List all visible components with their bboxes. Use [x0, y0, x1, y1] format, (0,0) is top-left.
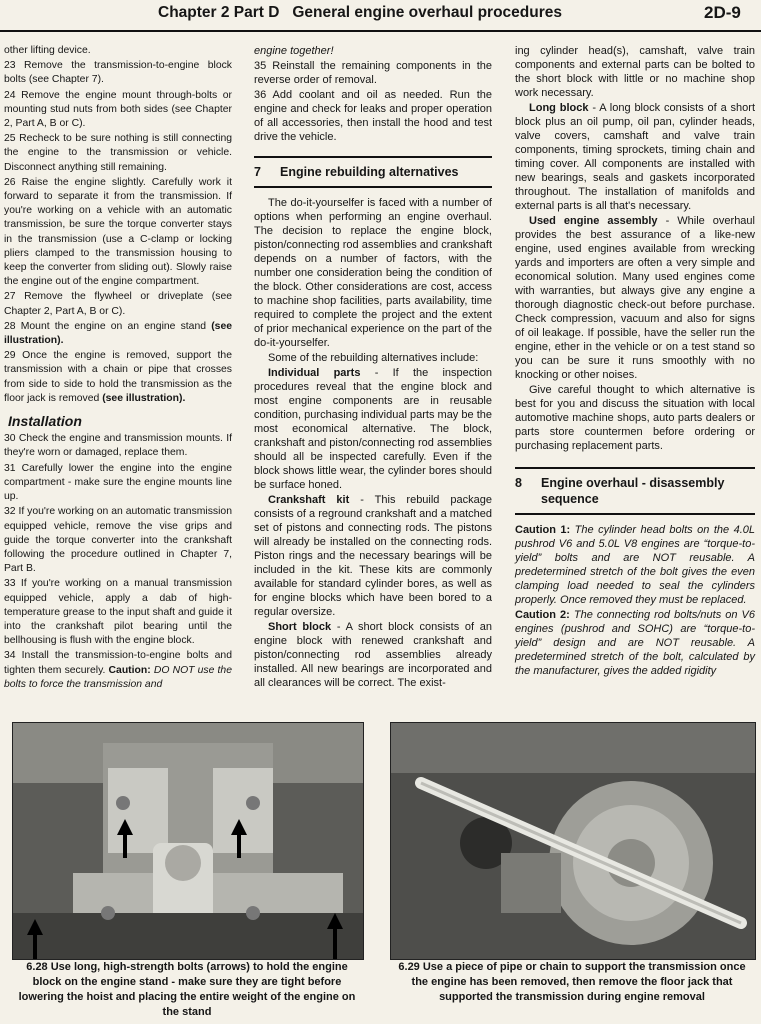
step-32: 32 If you're working on an automatic transmission equipped vehicle, remove the vise grips and guide the torque converter into the crankshaft following the procedure outlined in Chapter 7, Part B.: [4, 506, 232, 575]
step-36: 36 Add coolant and oil as needed. Run the engine and check for leaks and proper operation of all accessories, then install the hood and test drive the vehicle.: [254, 89, 492, 143]
step-29: 29 Once the engine is removed, support the transmission with a chain or pipe that crosses from side to side to hold the transmission as the floor jack is removed (see illustration).: [4, 350, 232, 404]
chapter-title: Chapter 2 Part D General engine overhaul procedures: [158, 4, 562, 21]
section-8-heading: 8 Engine overhaul - disassembly sequence: [515, 467, 755, 515]
paragraph: Some of the rebuilding alternatives include:: [268, 352, 479, 364]
figure-6-28-caption: 6.28 Use long, high-strength bolts (arrows) to hold the engine block on the engine stand - make sure they are tight before lowering the hoist and placing the entire weight of the engine on the stand: [18, 961, 356, 1018]
column-left: [4, 44, 232, 693]
step-26: 26 Raise the engine slightly. Carefully work it forward to separate it from the transmission. If you're working on a vehicle with an automatic transmission, be sure the torque converter stays in the transmission (use a C-clamp or locking pliers clamped to the transmission housing to keep the converter from sliding out). Slowly raise the engine out of the engine compartment.: [4, 176, 232, 288]
long-block-paragraph: Long block - A long block consists of a short block plus an oil pump, oil pan, cylinder heads, valve covers, camshaft and valve train components, timing sprockets, timing chain and timing cover. All components are installed with new bearings, seals and gaskets incorporated throughout. The installation of manifolds and external parts is all that's necessary.: [515, 102, 755, 212]
individual-parts-paragraph: Individual parts - If the inspection procedures reveal that the engine block and most engine components are in reusable condition, purchasing individual parts may be the most economical alternative. The block, crankshaft and piston/connecting rod assemblies should all be inspected carefully. Even if the block shows little wear, the cylinder bores should be surface honed.: [254, 367, 492, 491]
step-35: 35 Reinstall the remaining components in the reverse order of removal.: [254, 60, 492, 86]
short-block-paragraph: Short block - A short block consists of an engine block with renewed crankshaft and piston/connecting rod assemblies already installed. All new bearings are incorporated and all clearances will be correct. The exist-: [254, 621, 492, 689]
paragraph: other lifting device.: [4, 45, 91, 56]
page-header: [0, 0, 761, 32]
step-31: 31 Carefully lower the engine into the engine compartment - make sure the engine mounts line up.: [4, 462, 232, 503]
paragraph: engine together!: [254, 45, 334, 57]
paragraph: Give careful thought to which alternative is best for you and discuss the situation with local automotive machine shops, auto parts dealers or parts store countermen before ordering or purchasing replacement parts.: [515, 384, 755, 452]
figure-6-29-caption: 6.29 Use a piece of pipe or chain to support the transmission once the engine has been removed, then remove the floor jack that supported the transmission during engine removal: [398, 961, 746, 1003]
crankshaft-kit-paragraph: Crankshaft kit - This rebuild package consists of a reground crankshaft and a matched set of pistons and connecting rods. The pistons will already be installed on the connecting rods. Piston rings and the necessary bearings will be included in the kit. These kits are commonly available for standard cylinder bores, as well as for engine blocks which have been bored to a regular oversize.: [254, 494, 492, 618]
step-23: 23 Remove the transmission-to-engine block bolts (see Chapter 7).: [4, 60, 232, 86]
section-7-heading: 7 Engine rebuilding alternatives: [254, 156, 492, 188]
step-25: 25 Recheck to be sure nothing is still connecting the engine to the transmission or vehicle. Disconnect anything still remaining.: [4, 133, 232, 173]
figure-6-29-photo: [390, 722, 756, 960]
column-right: [515, 44, 755, 679]
caution-2: Caution 2: The connecting rod bolts/nuts on V6 engines (pushrod and SOHC) are “torque-to-yield” design and are NOT reusable. A predetermined stretch of the bolt, calculated by the manufacturer, gives the added rigidity: [515, 609, 756, 677]
paragraph: ing cylinder head(s), camshaft, valve train components and external parts can be bolted to the short block with little or no machine shop work necessary.: [515, 45, 755, 99]
step-27: 27 Remove the flywheel or driveplate (see Chapter 2, Part A, B or C).: [4, 291, 232, 317]
caution-1: Caution 1: The cylinder head bolts on the 4.0L pushrod V6 and 5.0L V8 engines are “torque-to-yield” bolts and are NOT reusable. A predetermined stretch of the bolt gives the even clamping load needed to seal the cylinders properly. Once removed they must be replaced.: [515, 524, 755, 606]
step-34: 34 Install the transmission-to-engine bolts and tighten them securely. Caution: DO NOT use the bolts to force the transmission and: [4, 650, 232, 690]
figure-6-28-photo: [12, 722, 364, 960]
paragraph: The do-it-yourselfer is faced with a number of options when performing an engine overhaul. The decision to replace the engine block, piston/connecting rod assemblies and crankshaft depends on a number of factors, with the number one consideration being the condition of the block. Other considerations are cost, access to machine shop facilities, parts availability, time required to complete the project and the extent of prior mechanical experience on the part of the do-it-yourselfer.: [254, 197, 492, 349]
installation-heading: Installation: [8, 413, 82, 430]
used-engine-paragraph: Used engine assembly - While overhaul provides the best assurance of a like-new engine, used engines available from wrecking yards and importers are often a very simple and economical solution. Many used engines come with warranties, but always give any engine a thorough diagnostic check-out before purchase. Check compression, vacuum and also for signs of oil leakage. If possible, have the seller run the engine, ether in the vehicle or on a test stand so you can be sure it runs smoothly with no knocking or other noises.: [515, 215, 755, 381]
step-28: 28 Mount the engine on an engine stand (see illustration).: [4, 320, 233, 347]
step-24: 24 Remove the engine mount through-bolts or mounting stud nuts from both sides (see Chapter 2, Part A, B or C).: [4, 89, 232, 130]
step-30: 30 Check the engine and transmission mounts. If they're worn or damaged, replace them.: [4, 433, 232, 459]
column-middle: [254, 44, 492, 691]
step-33: 33 If you're working on a manual transmission equipped vehicle, apply a dab of high-temperature grease to the input shaft and guide it into the crankshaft pilot bearing until the bellhousing is flush with the engine block.: [4, 578, 232, 647]
page-number: 2D-9: [704, 3, 741, 22]
